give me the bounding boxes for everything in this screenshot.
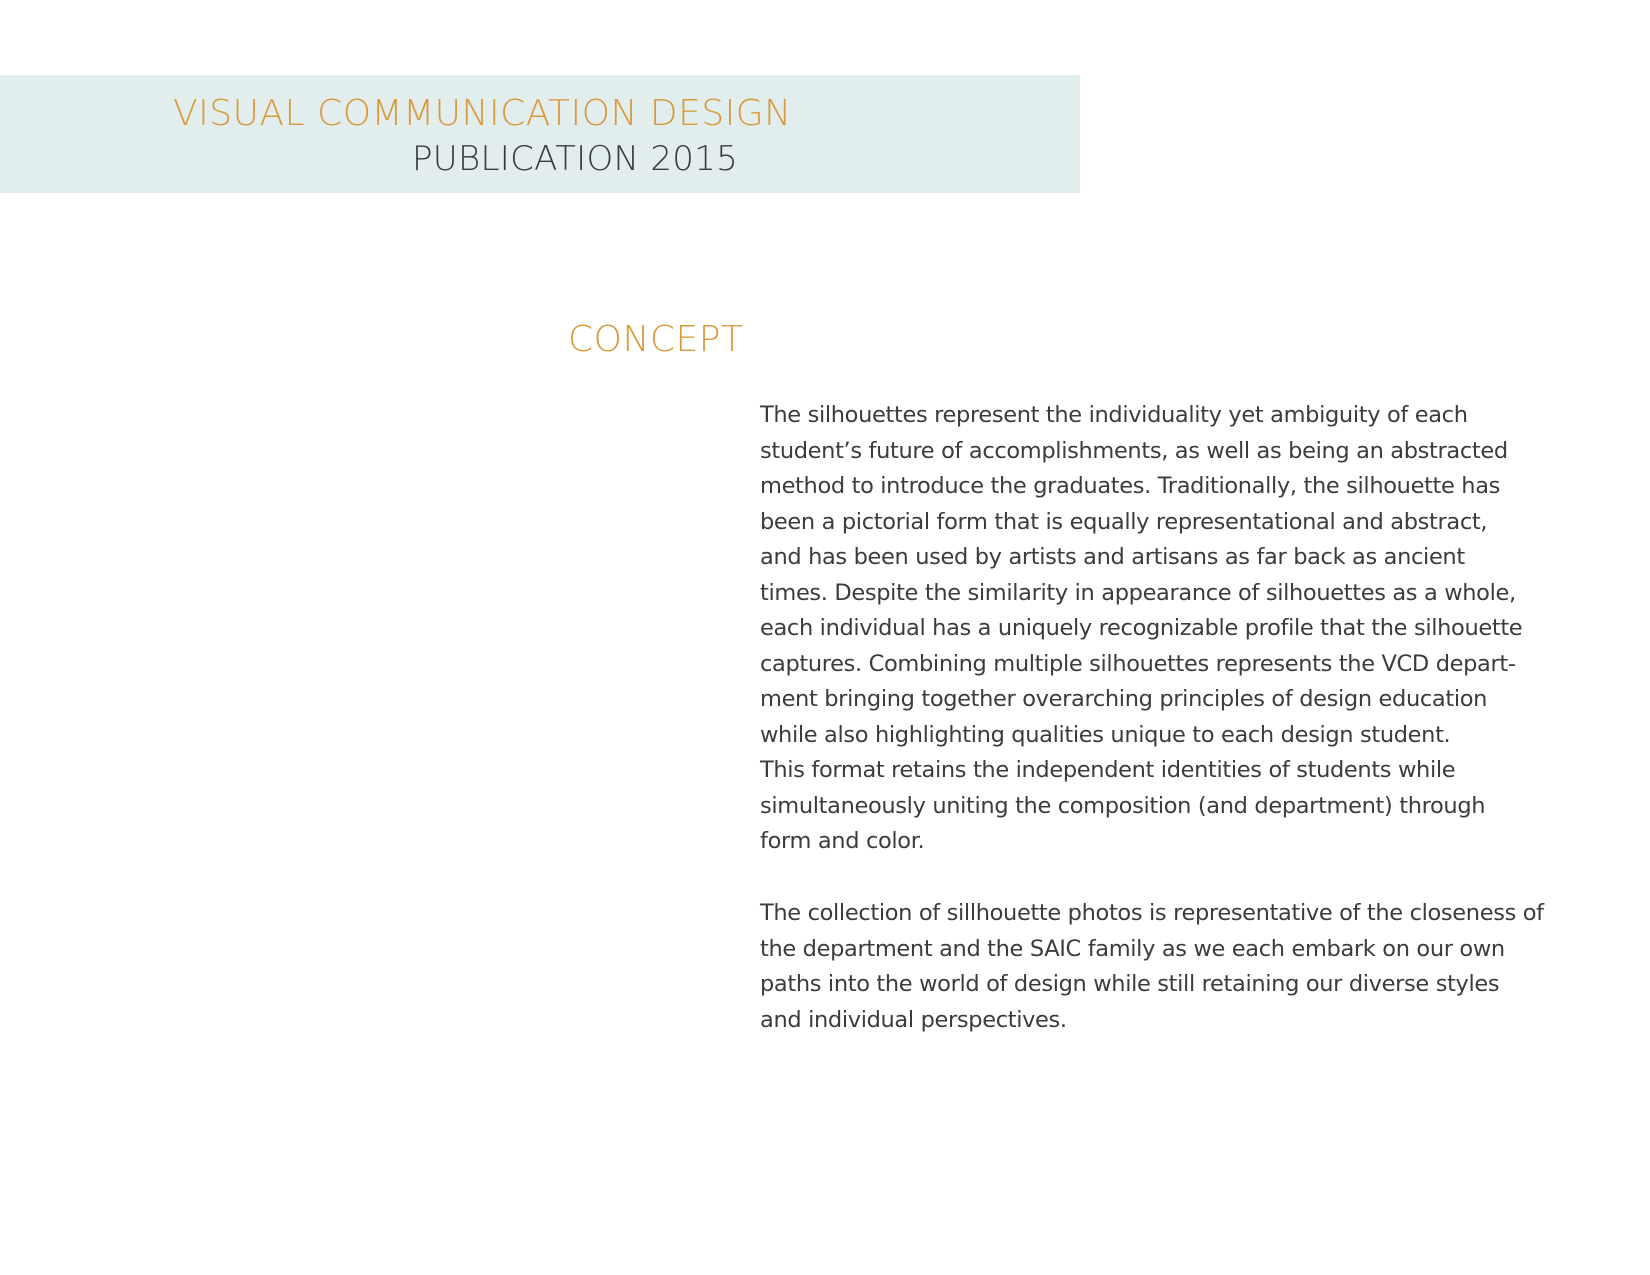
concept-paragraph-2	[760, 896, 1544, 1038]
paragraph-line: each individual has a uniquely recognizable profile that the silhouette	[760, 615, 1523, 641]
header-subtitle: PUBLICATION 2015	[412, 139, 739, 179]
paragraph-line: and has been used by artists and artisans as far back as ancient	[760, 544, 1465, 570]
paragraph-line: captures. Combining multiple silhouettes represents the VCD depart-	[760, 650, 1516, 677]
paragraph-line: ment bringing together overarching principles of design education	[760, 686, 1488, 712]
paragraph-line: the department and the SAIC family as we each embark on our own	[760, 935, 1505, 962]
paragraph-line: paths into the world of design while still retaining our diverse styles	[760, 971, 1500, 997]
paragraph-line: times. Despite the similarity in appearance of silhouettes as a whole,	[760, 579, 1516, 606]
paragraph-line: while also highlighting qualities unique to each design student.	[760, 721, 1451, 748]
header-title: VISUAL COMMUNICATION DESIGN	[173, 93, 792, 134]
concept-paragraph-1	[760, 398, 1523, 860]
concept-heading: CONCEPT	[568, 319, 744, 360]
paragraph-line: simultaneously uniting the composition (and department) through	[760, 792, 1486, 819]
paragraph-line: form and color.	[760, 828, 925, 854]
paragraph-line: method to introduce the graduates. Traditionally, the silhouette has	[760, 473, 1501, 499]
paragraph-line: This format retains the independent identities of students while	[760, 757, 1456, 783]
paragraph-line: been a pictorial form that is equally representational and abstract,	[760, 508, 1488, 535]
paragraph-line: and individual perspectives.	[760, 1006, 1067, 1033]
paragraph-line: The collection of sillhouette photos is representative of the closeness of	[760, 900, 1544, 926]
paragraph-line: student’s future of accomplishments, as well as being an abstracted	[760, 437, 1508, 464]
paragraph-line: The silhouettes represent the individuality yet ambiguity of each	[760, 402, 1468, 428]
